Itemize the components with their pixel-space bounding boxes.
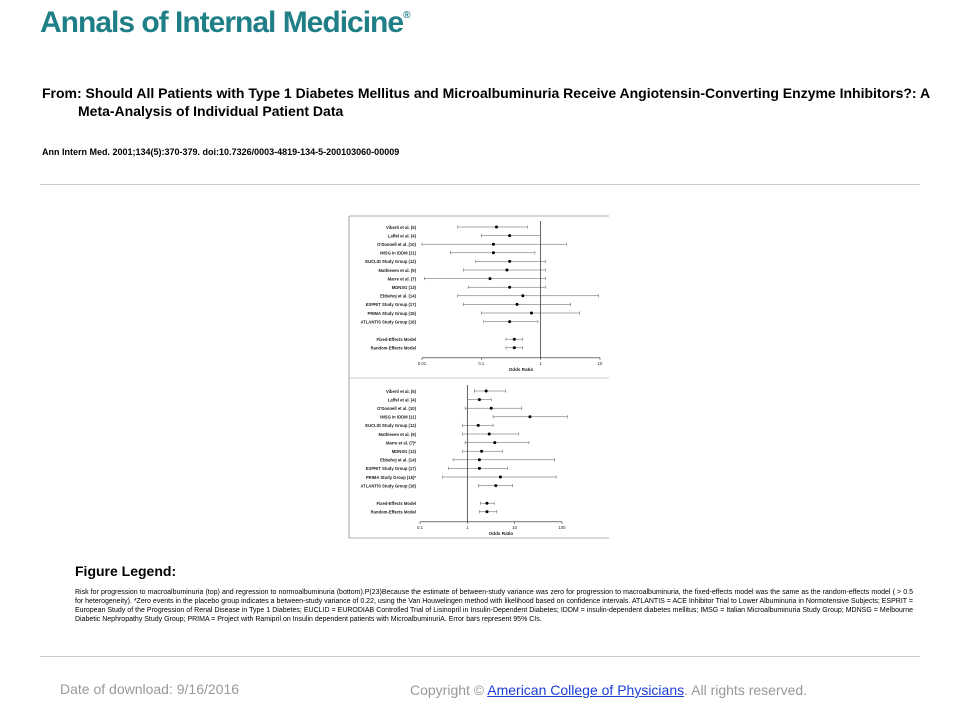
study-label: Laffel et al. (4) xyxy=(387,397,416,403)
odds-ratio-point xyxy=(489,277,492,280)
x-axis-label: Odds Ratio xyxy=(508,366,534,372)
odds-ratio-point xyxy=(508,234,511,237)
study-label: MDNSG (13) xyxy=(391,449,416,454)
odds-ratio-point xyxy=(492,243,495,246)
odds-ratio-point xyxy=(516,303,519,306)
odds-ratio-point xyxy=(513,338,516,341)
article-title: From: Should All Patients with Type 1 Diabetes Mellitus and Microalbuminuria Receive Angiotensin-Converting Enzyme Inhibitors?: A Meta-Analysis of Individual Patient Data xyxy=(42,85,930,119)
odds-ratio-point xyxy=(508,286,511,289)
study-label: Ebbehoj et al. (14) xyxy=(380,293,416,299)
study-label: ESPRIT Study Group (17) xyxy=(365,466,416,472)
x-tick-label: 1 xyxy=(466,524,469,530)
odds-ratio-point xyxy=(478,467,481,470)
study-label: IMSG in IDDM (11) xyxy=(380,250,416,256)
x-tick-label: 0.1 xyxy=(478,360,485,366)
download-date: Date of download: 9/16/2016 xyxy=(60,681,240,697)
x-axis-label: Odds Ratio xyxy=(488,530,514,536)
odds-ratio-point xyxy=(493,441,496,444)
study-label: PRIMA Study Group (15)* xyxy=(365,474,416,480)
publisher-link[interactable]: American College of Physicians xyxy=(487,682,685,698)
divider-bottom xyxy=(40,656,920,657)
odds-ratio-point xyxy=(508,320,511,323)
odds-ratio-point xyxy=(488,433,491,436)
study-label: PRIMA Study Group (15) xyxy=(367,310,416,316)
study-label: Mathiesen et al. (9) xyxy=(378,267,416,273)
study-label: Viberti et al. (5) xyxy=(386,388,416,394)
x-tick-label: 0.01 xyxy=(417,360,427,366)
odds-ratio-point xyxy=(490,407,493,410)
study-label: ATLANTIS Study Group (16) xyxy=(360,319,416,325)
odds-ratio-point xyxy=(505,269,508,272)
study-label: Fixed-Effects Model xyxy=(376,337,416,342)
study-label: IMSG in IDDM (11) xyxy=(380,414,416,420)
divider-top xyxy=(40,184,920,185)
odds-ratio-point xyxy=(530,312,533,315)
copyright-suffix: . All rights reserved. xyxy=(684,682,808,698)
copyright-notice xyxy=(410,682,807,698)
odds-ratio-point xyxy=(528,415,531,418)
odds-ratio-point xyxy=(485,390,488,393)
forest-plot-figure xyxy=(348,215,610,539)
study-label: Random-Effects Model xyxy=(370,345,416,351)
journal-logo: Annals of Internal Medicine® xyxy=(40,6,411,39)
x-tick-label: 10 xyxy=(512,524,518,530)
study-label: O'Donnell et al. (10) xyxy=(377,406,416,411)
x-tick-label: 10 xyxy=(597,360,603,366)
x-tick-label: 100 xyxy=(558,524,566,530)
study-label: Fixed-Effects Model xyxy=(376,501,416,506)
odds-ratio-point xyxy=(478,458,481,461)
odds-ratio-point xyxy=(508,260,511,263)
study-label: Ebbehoj et al. (14) xyxy=(380,457,416,463)
figure-legend-text: Risk for progression to macroalbuminuria (top) and regression to normoalbuminuria (bottom).P(23)Because the estimate of between-study variance was zero for progression to macroalbuminuria, the fixed-effects model was the same as the random-effects model ( > 0.5 for heterogeneity). *Zero events in the placebo group indicates a between-study variance of 0.22, using the Van Houwelingen method with likelihood based on confidence intervals. ATLANTIS = ACE Inhibitor Trial to Lower Albuminuria in Normotensive Subjects; ESPRIT = European Study of the Progression of Renal Disease in Type 1 Diabetes; EUCLID = EURODIAB Controlled Trial of Lisinopril in Insulin-Dependent Diabetes; IDDM = insulin-dependent diabetes mellitus; IMSG = Italian Microalbuminuria Study Group; MDNSG = Melbourne Diabetic Nephropathy Study Group; PRIMA = Project with Ramipril on Insulin dependent patients with MicroalbuminuriA. Error bars represent 95% CIs. xyxy=(75,589,913,623)
study-label: EUCLID Study Group (12) xyxy=(365,259,416,265)
odds-ratio-point xyxy=(485,510,488,513)
forest-plot-svg xyxy=(348,215,610,539)
study-label: ESPRIT Study Group (17) xyxy=(365,302,416,308)
x-tick-label: 0.1 xyxy=(417,524,423,530)
copyright-prefix: Copyright © xyxy=(410,682,488,698)
odds-ratio-point xyxy=(495,226,498,229)
odds-ratio-point xyxy=(480,450,483,453)
odds-ratio-point xyxy=(494,484,497,487)
study-label: MDNSG (13) xyxy=(391,285,416,290)
study-label: ATLANTIS Study Group (16) xyxy=(360,483,416,489)
study-label: Mathiesen et al. (9) xyxy=(378,431,416,437)
odds-ratio-point xyxy=(492,251,495,254)
study-label: EUCLID Study Group (12) xyxy=(365,423,416,429)
study-label: Viberti et al. (5) xyxy=(386,224,416,230)
odds-ratio-point xyxy=(477,424,480,427)
odds-ratio-point xyxy=(521,294,524,297)
x-tick-label: 1 xyxy=(539,360,542,366)
study-label: Random-Effects Model xyxy=(370,509,416,515)
study-label: O'Donnell et al. (10) xyxy=(377,242,416,247)
odds-ratio-point xyxy=(485,502,488,505)
odds-ratio-point xyxy=(513,346,516,349)
odds-ratio-point xyxy=(499,476,502,479)
study-label: Marre et al. (7) xyxy=(387,276,416,282)
study-label: Laffel et al. (4) xyxy=(387,233,416,239)
figure-legend-heading: Figure Legend: xyxy=(75,563,177,579)
study-label: Marre et al. (7)* xyxy=(385,440,416,446)
article-citation: Ann Intern Med. 2001;134(5):370-379. doi:10.7326/0003-4819-134-5-200103060-00009 xyxy=(42,147,400,157)
odds-ratio-point xyxy=(478,398,481,401)
